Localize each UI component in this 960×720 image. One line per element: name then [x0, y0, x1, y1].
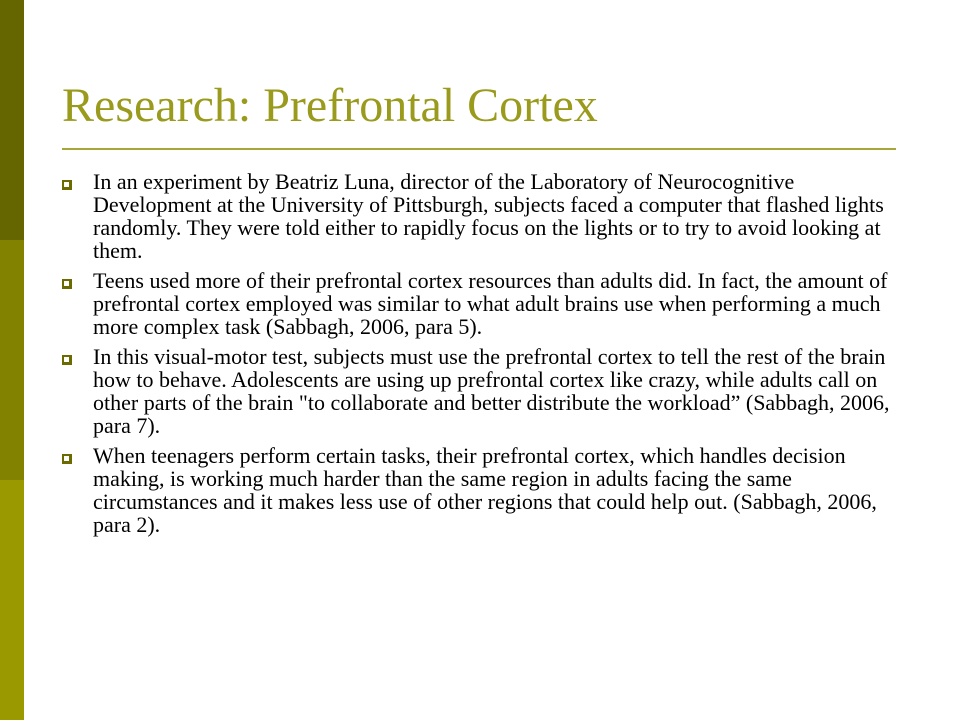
title-divider — [62, 148, 896, 150]
square-bullet-icon — [62, 279, 72, 289]
square-bullet-icon — [62, 355, 72, 365]
bullet-list — [60, 170, 890, 543]
slide-title: Research: Prefrontal Cortex — [62, 79, 598, 132]
bullet-text: When teenagers perform certain tasks, their prefrontal cortex, which handles decision making, is working much harder than the same region in adults facing the same circumstances and it makes less use of other regions that could help out. (Sabbagh, 2006, para 2). — [93, 443, 877, 537]
accent-bar-top — [0, 0, 24, 240]
bullet-item — [60, 170, 890, 262]
bullet-text: Teens used more of their prefrontal cortex resources than adults did. In fact, the amount of prefrontal cortex employed was similar to what adult brains use when performing a much more complex task (Sabbagh, 2006, para 5). — [93, 268, 888, 339]
bullet-item — [60, 345, 890, 437]
bullet-text: In this visual-motor test, subjects must use the prefrontal cortex to tell the rest of the brain how to behave. Adolescents are using up prefrontal cortex like crazy, while adults call on other parts of the brain "to collaborate and better distribute the workload” (Sabbagh, 2006, para 7). — [93, 344, 890, 438]
square-bullet-icon — [62, 180, 72, 190]
bullet-text: In an experiment by Beatriz Luna, director of the Laboratory of Neurocognitive Development at the University of Pittsburgh, subjects faced a computer that flashed lights randomly. They were told either to rapidly focus on the lights or to try to avoid looking at them. — [93, 169, 884, 263]
square-bullet-icon — [62, 454, 72, 464]
accent-bar-bottom — [0, 480, 24, 720]
bullet-item — [60, 269, 890, 338]
accent-bar-middle — [0, 240, 24, 480]
bullet-item — [60, 444, 890, 536]
